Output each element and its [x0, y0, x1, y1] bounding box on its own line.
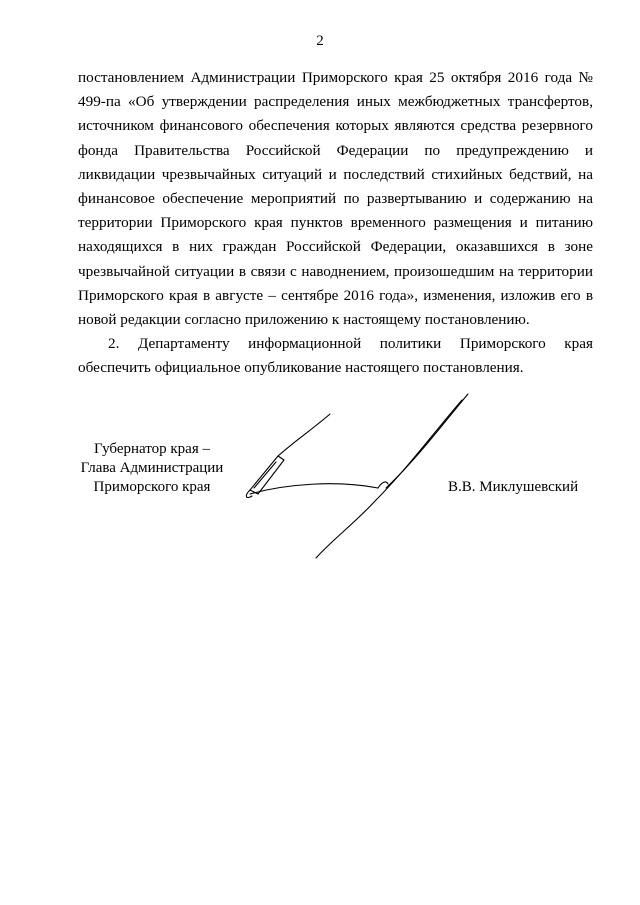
signatory-title-line: Приморского края [93, 479, 211, 495]
signatory-title [62, 440, 242, 497]
paragraph-item-2: 2. Департаменту информационной политики Приморского края обеспечить официальное опубликование настоящего постановления. [78, 335, 593, 377]
signatory-name: В.В. Миклушевский [448, 479, 579, 495]
signatory-title-line: Губернатор края – [94, 441, 210, 457]
document-body [78, 66, 593, 381]
page-number: 2 [316, 33, 324, 49]
signatory-title-line: Глава Администрации [80, 460, 224, 476]
paragraph-continuation: постановлением Администрации Приморского края 25 октября 2016 года № 499-па «Об утверждении распределения иных межбюджетных трансфертов, источником финансового обеспечения которых являются средства резервного фонда Правительства Российской Федерации по предупреждению и ликвидации чрезвычайных ситуаций и последствий стихийных бедствий, на финансовое обеспечение мероприятий по развертыванию и содержанию на территории Приморского края пунктов временного размещения и питанию находящихся в них граждан Российской Федерации, оказавшихся в зоне чрезвычайной ситуации в связи с наводнением, произошедшим на территории Приморского края в августе – сентябре 2016 года», изменения, изложив его в новой редакции согласно приложению к настоящему постановлению. [78, 69, 593, 329]
handwritten-signature [236, 390, 476, 565]
